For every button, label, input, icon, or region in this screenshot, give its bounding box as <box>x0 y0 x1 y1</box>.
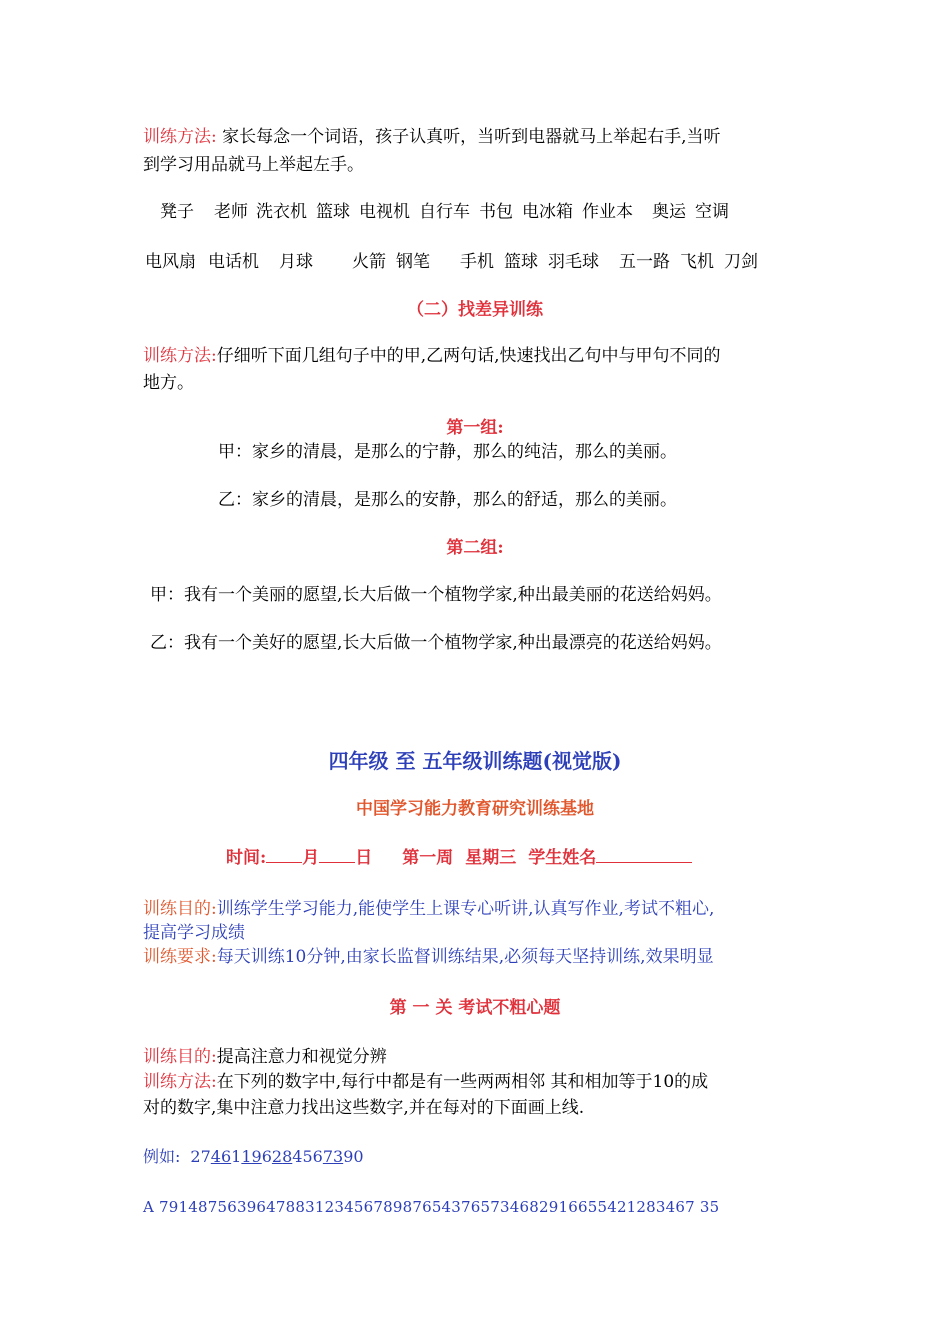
word: 月球 <box>279 252 313 272</box>
day-label: 日 <box>355 848 373 868</box>
group-1-sentence-a: 甲：家乡的清晨，是那么的宁静，那么的纯洁，那么的美丽。 <box>218 442 677 462</box>
word-row-2 <box>145 248 758 276</box>
word: 篮球 <box>316 202 350 222</box>
time-label: 时间: <box>226 848 267 868</box>
word: 电风扇 <box>145 252 196 272</box>
requirement-text: 每天训练10分钟,由家长监督训练结果,必须每天坚持训练,效果明显 <box>216 947 714 967</box>
method-text: 仔细听下面几组句子中的甲,乙两句话,快速找出乙句中与甲句不同的 <box>216 346 721 366</box>
word: 钢笔 <box>396 252 430 272</box>
weekday-label: 星期三 <box>465 848 517 868</box>
word: 奥运 <box>652 202 686 222</box>
method-paragraph-2-cont: 地方。 <box>143 373 194 393</box>
digit-row-a: A 7914875639647883123456789876543765734682916655421283467 35 <box>143 1198 720 1216</box>
example-digit-underlined: 2 <box>271 1147 283 1166</box>
example-digit-underlined: 4 <box>210 1147 221 1166</box>
word: 电冰箱 <box>522 202 573 222</box>
section-heading-difference: （二）找差异训练 <box>407 300 543 320</box>
week-label: 第一周 <box>402 848 454 868</box>
purpose-paragraph-cont: 提高学习成绩 <box>143 923 245 943</box>
example-digit-underlined: 7 <box>322 1147 334 1166</box>
example-digit-underlined: 9 <box>251 1147 262 1166</box>
day-blank[interactable] <box>319 844 355 863</box>
student-label: 学生姓名 <box>528 848 597 868</box>
word: 羽毛球 <box>548 252 599 272</box>
word: 刀剑 <box>724 252 758 272</box>
level-purpose-label: 训练目的: <box>143 1047 217 1067</box>
example-digit: 6 <box>261 1147 272 1166</box>
example-digit-underlined: 3 <box>333 1147 344 1166</box>
example-digit: 7 <box>200 1147 211 1166</box>
method-paragraph-1-cont: 到学习用品就马上举起左手。 <box>143 155 364 175</box>
method-label: 训练方法: <box>143 346 217 366</box>
student-name-blank[interactable] <box>596 844 692 863</box>
example-digit: 0 <box>353 1147 364 1166</box>
group-2-sentence-a: 甲：我有一个美丽的愿望,长大后做一个植物学家,种出最美丽的花送给妈妈。 <box>150 585 722 605</box>
word: 自行车 <box>419 202 470 222</box>
requirement-label: 训练要求: <box>143 947 217 967</box>
purpose-label: 训练目的: <box>143 899 217 919</box>
method-text: 家长每念一个词语，孩子认真听，当听到电器就马上举起右手,当听 <box>222 127 721 147</box>
example-digit-underlined: 1 <box>241 1147 252 1166</box>
method-label: 训练方法: <box>143 127 217 147</box>
word: 作业本 <box>582 202 633 222</box>
level-method-cont: 对的数字,集中注意力找出这些数字,并在每对的下面画上线. <box>143 1098 585 1118</box>
word: 手机 <box>460 252 494 272</box>
level-purpose <box>143 1043 387 1071</box>
word: 篮球 <box>504 252 538 272</box>
example-digit: 9 <box>343 1147 354 1166</box>
example-label: 例如: <box>143 1147 181 1166</box>
level-title: 第 一 关 考试不粗心题 <box>389 998 561 1018</box>
example-digit: 5 <box>302 1147 313 1166</box>
month-blank[interactable] <box>266 844 302 863</box>
example-digit: 6 <box>312 1147 323 1166</box>
word-row-1 <box>160 198 729 226</box>
requirement-paragraph <box>143 943 714 971</box>
example-line <box>143 1143 364 1171</box>
group-1-sentence-b: 乙：家乡的清晨，是那么的安静，那么的舒适，那么的美丽。 <box>218 490 677 510</box>
word: 凳子 <box>160 202 194 222</box>
method-paragraph-2 <box>143 342 721 370</box>
level-purpose-text: 提高注意力和视觉分辨 <box>216 1047 387 1067</box>
word: 电话机 <box>208 252 259 272</box>
month-label: 月 <box>302 848 320 868</box>
level-method-text: 在下列的数字中,每行中都是有一些两两相邻 其和相加等于10的成 <box>216 1072 709 1092</box>
section-title: 四年级 至 五年级训练题(视觉版) <box>328 749 622 773</box>
example-digit: 4 <box>292 1147 303 1166</box>
word: 飞机 <box>680 252 714 272</box>
level-method-label: 训练方法: <box>143 1072 217 1092</box>
example-digit-underlined: 6 <box>220 1147 232 1166</box>
word: 五一路 <box>619 252 670 272</box>
level-method <box>143 1068 708 1096</box>
example-digit: 1 <box>231 1147 242 1166</box>
group-2-title: 第二组: <box>446 538 504 558</box>
word: 电视机 <box>359 202 410 222</box>
group-2-sentence-b: 乙：我有一个美好的愿望,长大后做一个植物学家,种出最漂亮的花送给妈妈。 <box>150 633 722 653</box>
section-subtitle: 中国学习能力教育研究训练基地 <box>356 799 594 819</box>
group-1-title: 第一组: <box>446 418 504 438</box>
method-paragraph-1 <box>143 123 721 151</box>
word: 空调 <box>695 202 729 222</box>
time-line <box>226 844 692 872</box>
word: 老师 <box>214 202 248 222</box>
word: 火箭 <box>352 252 386 272</box>
example-digit-underlined: 8 <box>282 1147 293 1166</box>
word: 洗衣机 <box>256 202 307 222</box>
word: 书包 <box>479 202 513 222</box>
purpose-text: 训练学生学习能力,能使学生上课专心听讲,认真写作业,考试不粗心, <box>216 899 715 919</box>
example-digit: 2 <box>190 1147 201 1166</box>
